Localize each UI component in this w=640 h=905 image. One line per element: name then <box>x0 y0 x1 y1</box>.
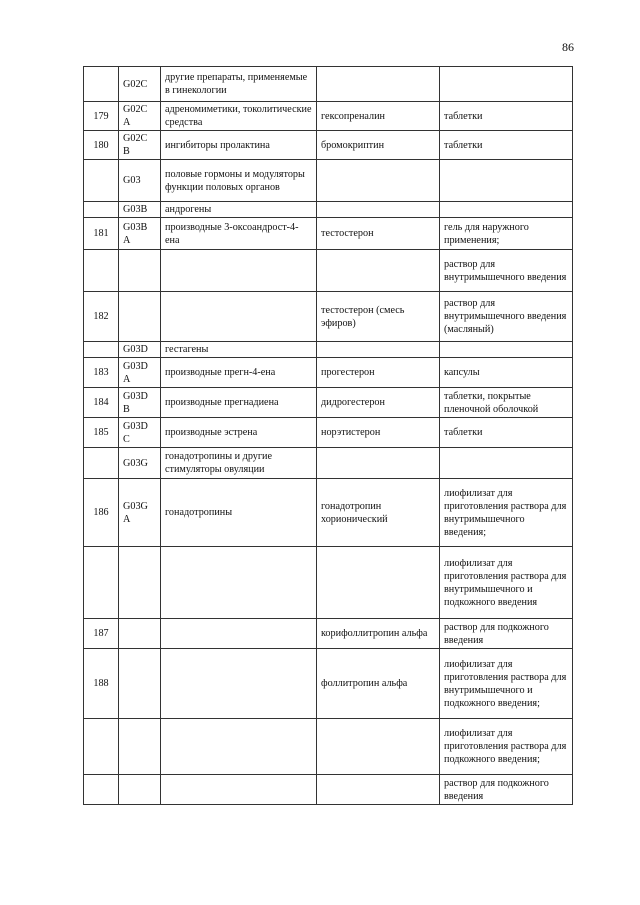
drug-name-cell <box>317 547 440 619</box>
dosage-form-cell: таблетки <box>440 131 573 160</box>
atc-code-cell <box>119 619 161 649</box>
atc-code-cell: G03D C <box>119 418 161 448</box>
drug-name-cell: фоллитропин альфа <box>317 649 440 719</box>
row-number-cell <box>84 719 119 775</box>
row-number-cell <box>84 250 119 292</box>
atc-code-cell <box>119 719 161 775</box>
group-description-cell: ингибиторы пролактина <box>161 131 317 160</box>
row-number-cell: 185 <box>84 418 119 448</box>
atc-code-cell: G03B A <box>119 218 161 250</box>
table-row <box>84 719 573 775</box>
atc-code-cell <box>119 547 161 619</box>
drug-name-cell <box>317 719 440 775</box>
dosage-form-cell <box>440 342 573 358</box>
dosage-form-cell: гель для наружного применения; <box>440 218 573 250</box>
group-description-cell: производные прегнадиена <box>161 388 317 418</box>
dosage-form-cell: лиофилизат для приготовления раствора для внутримышечного и подкожного введения <box>440 547 573 619</box>
drug-name-cell <box>317 250 440 292</box>
table-row <box>84 250 573 292</box>
row-number-cell: 182 <box>84 292 119 342</box>
table-row <box>84 292 573 342</box>
page-number: 86 <box>562 40 574 54</box>
atc-code-cell: G03D A <box>119 358 161 388</box>
dosage-form-cell <box>440 67 573 102</box>
drug-name-cell: дидрогестерон <box>317 388 440 418</box>
row-number-cell: 188 <box>84 649 119 719</box>
atc-code-cell: G02C A <box>119 102 161 131</box>
table-row <box>84 418 573 448</box>
table-row <box>84 547 573 619</box>
group-description-cell: половые гормоны и модуляторы функции половых органов <box>161 160 317 202</box>
drug-name-cell <box>317 448 440 479</box>
table-row <box>84 131 573 160</box>
row-number-cell <box>84 448 119 479</box>
row-number-cell: 180 <box>84 131 119 160</box>
group-description-cell: андрогены <box>161 202 317 218</box>
atc-code-cell: G02C <box>119 67 161 102</box>
atc-code-cell: G03D <box>119 342 161 358</box>
drug-name-cell: тестостерон (смесь эфиров) <box>317 292 440 342</box>
row-number-cell: 183 <box>84 358 119 388</box>
group-description-cell <box>161 775 317 805</box>
drug-name-cell: бромокриптин <box>317 131 440 160</box>
drug-name-cell: прогестерон <box>317 358 440 388</box>
group-description-cell <box>161 292 317 342</box>
atc-code-cell: G03D В <box>119 388 161 418</box>
drug-name-cell <box>317 775 440 805</box>
row-number-cell: 187 <box>84 619 119 649</box>
row-number-cell: 181 <box>84 218 119 250</box>
drug-name-cell <box>317 202 440 218</box>
row-number-cell <box>84 160 119 202</box>
dosage-form-cell: лиофилизат для приготовления раствора для внутримышечного введения; <box>440 479 573 547</box>
atc-code-cell: G02C В <box>119 131 161 160</box>
table-row <box>84 202 573 218</box>
atc-code-cell <box>119 649 161 719</box>
group-description-cell <box>161 649 317 719</box>
group-description-cell <box>161 619 317 649</box>
group-description-cell: гонадотропины и другие стимуляторы овуляции <box>161 448 317 479</box>
dosage-form-cell: лиофилизат для приготовления раствора для подкожного введения; <box>440 719 573 775</box>
table-body <box>84 67 573 805</box>
dosage-form-cell <box>440 448 573 479</box>
dosage-form-cell <box>440 160 573 202</box>
table-row <box>84 479 573 547</box>
dosage-form-cell: лиофилизат для приготовления раствора для внутримышечного и подкожного введения; <box>440 649 573 719</box>
dosage-form-cell: таблетки, покрытые пленочной оболочкой <box>440 388 573 418</box>
table-row <box>84 342 573 358</box>
dosage-form-cell: таблетки <box>440 102 573 131</box>
atc-code-cell: G03 <box>119 160 161 202</box>
atc-code-cell: G03G A <box>119 479 161 547</box>
dosage-form-cell <box>440 202 573 218</box>
group-description-cell <box>161 547 317 619</box>
atc-code-cell <box>119 775 161 805</box>
table-row <box>84 775 573 805</box>
drug-name-cell: гонадотропин хорионический <box>317 479 440 547</box>
row-number-cell: 186 <box>84 479 119 547</box>
drug-name-cell: гексопреналин <box>317 102 440 131</box>
table-row <box>84 358 573 388</box>
atc-code-cell <box>119 250 161 292</box>
table-row <box>84 67 573 102</box>
group-description-cell: гестагены <box>161 342 317 358</box>
atc-code-cell <box>119 292 161 342</box>
dosage-form-cell: капсулы <box>440 358 573 388</box>
drug-name-cell: норэтистерон <box>317 418 440 448</box>
drug-name-cell <box>317 160 440 202</box>
drug-name-cell: тестостерон <box>317 218 440 250</box>
dosage-form-cell: таблетки <box>440 418 573 448</box>
row-number-cell: 184 <box>84 388 119 418</box>
atc-code-cell: G03B <box>119 202 161 218</box>
drug-name-cell <box>317 342 440 358</box>
row-number-cell <box>84 202 119 218</box>
dosage-form-cell: раствор для внутримышечного введения <box>440 250 573 292</box>
dosage-form-cell: раствор для внутримышечного введения (масляный) <box>440 292 573 342</box>
dosage-form-cell: раствор для подкожного введения <box>440 619 573 649</box>
atc-code-cell: G03G <box>119 448 161 479</box>
table-row <box>84 102 573 131</box>
table-row <box>84 649 573 719</box>
table-row <box>84 388 573 418</box>
dosage-form-cell: раствор для подкожного введения <box>440 775 573 805</box>
table-row <box>84 619 573 649</box>
table-row <box>84 218 573 250</box>
row-number-cell <box>84 67 119 102</box>
drug-table <box>83 66 573 805</box>
row-number-cell: 179 <box>84 102 119 131</box>
group-description-cell: адреномиметики, токолитические средства <box>161 102 317 131</box>
table-row <box>84 448 573 479</box>
group-description-cell: производные 3-оксоандрост-4-ена <box>161 218 317 250</box>
group-description-cell <box>161 719 317 775</box>
row-number-cell <box>84 775 119 805</box>
table-row <box>84 160 573 202</box>
drug-name-cell <box>317 67 440 102</box>
drug-name-cell: корифоллитропин альфа <box>317 619 440 649</box>
group-description-cell: гонадотропины <box>161 479 317 547</box>
group-description-cell: производные прегн-4-ена <box>161 358 317 388</box>
row-number-cell <box>84 342 119 358</box>
group-description-cell <box>161 250 317 292</box>
row-number-cell <box>84 547 119 619</box>
group-description-cell: другие препараты, применяемые в гинекологии <box>161 67 317 102</box>
group-description-cell: производные эстрена <box>161 418 317 448</box>
